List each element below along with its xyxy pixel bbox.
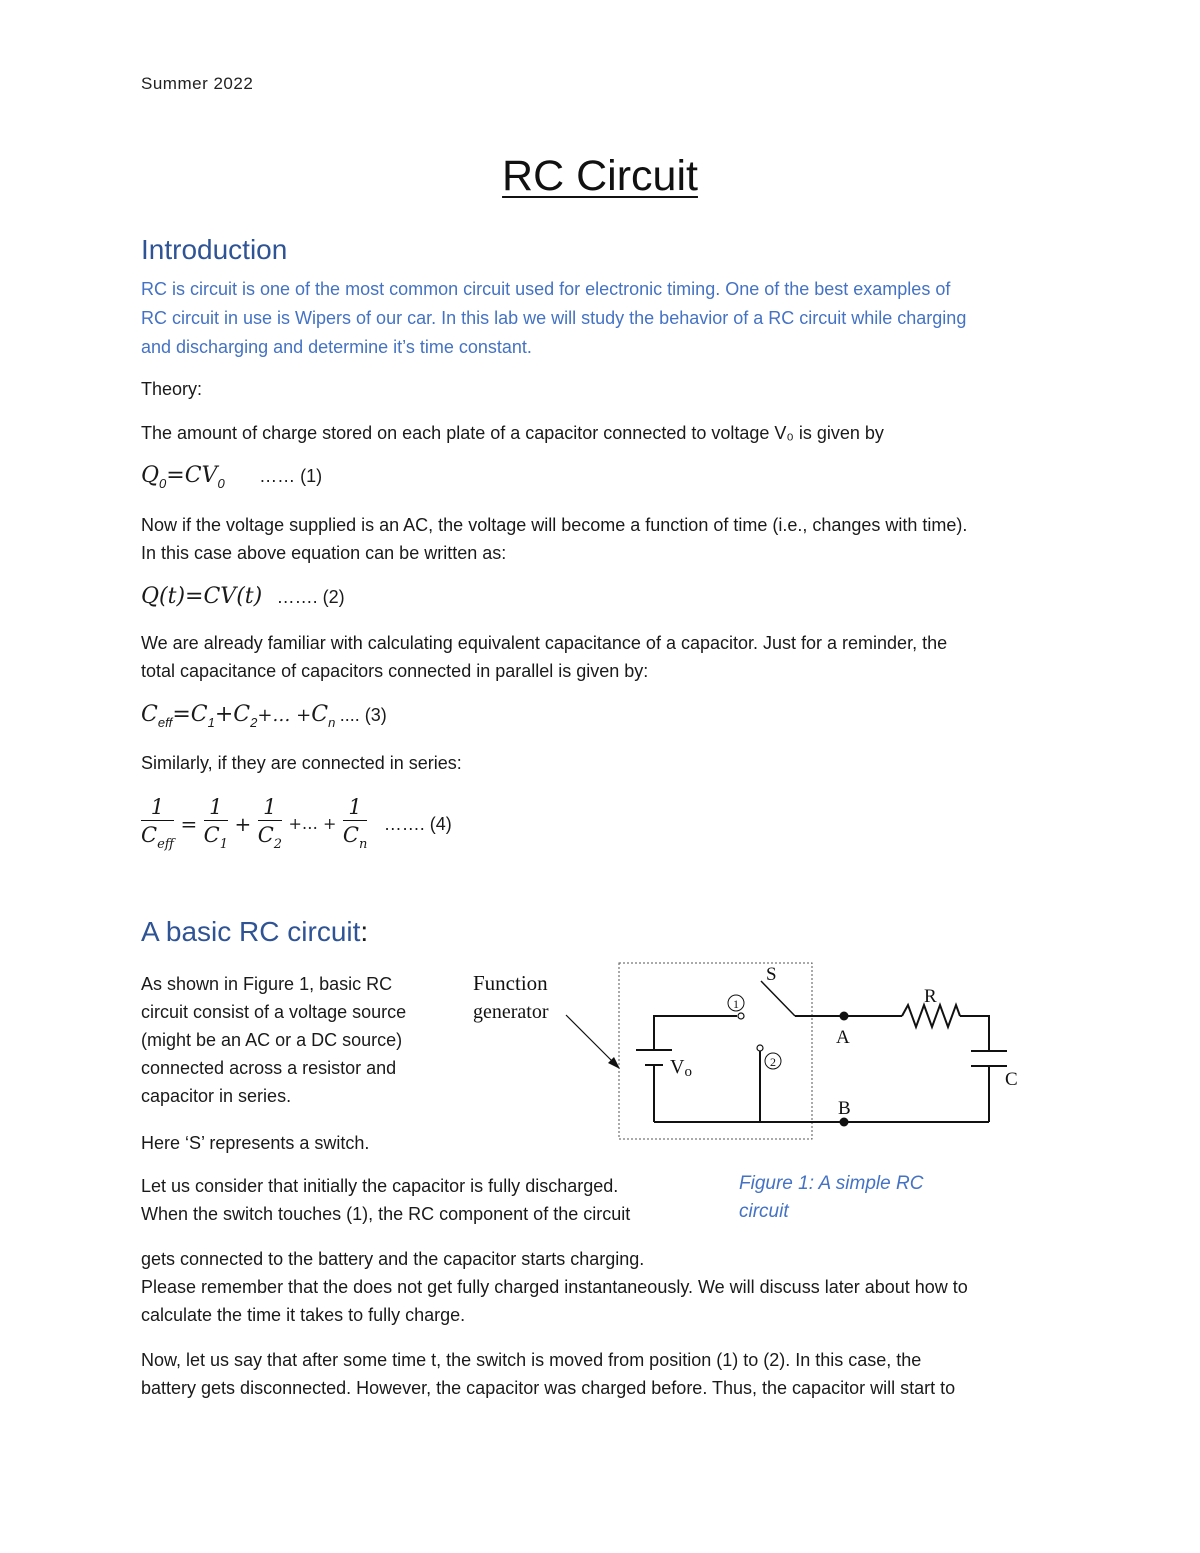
eq4-frac2-c: C bbox=[257, 823, 274, 847]
switch-note: Here ‘S’ represents a switch. bbox=[141, 1133, 370, 1153]
eq4-equals: = bbox=[180, 811, 198, 836]
theory-paragraph-2b: In this case above equation can be written as: bbox=[141, 543, 507, 563]
introduction-line: RC is circuit is one of the most common circuit used for electronic timing. One of the best examples of bbox=[141, 279, 951, 299]
paragraph-charge-1: Let us consider that initially the capacitor is fully discharged. bbox=[141, 1176, 619, 1196]
theory-paragraph-3b: total capacitance of capacitors connected in parallel is given by: bbox=[141, 661, 649, 681]
side-line: As shown in Figure 1, basic RC bbox=[141, 974, 393, 994]
eq1-tag: …… (1) bbox=[259, 466, 323, 486]
node-a bbox=[840, 1012, 849, 1021]
introduction-heading: Introduction bbox=[141, 234, 288, 265]
equation-3 bbox=[141, 701, 387, 730]
voltage-subscript: o bbox=[684, 1064, 692, 1080]
introduction-line: RC circuit in use is Wipers of our car. In this lab we will study the behavior of a RC circuit while charging bbox=[141, 308, 967, 328]
eq3-eff-sub: eff bbox=[157, 715, 173, 730]
eq4-frac-lhs bbox=[141, 795, 174, 852]
eq3-ceff: C bbox=[141, 702, 158, 727]
eq3-dots: +… + bbox=[257, 705, 312, 726]
node-a-label: A bbox=[836, 1027, 850, 1048]
basic-rc-side-text bbox=[141, 970, 406, 1110]
function-label: Function bbox=[473, 971, 548, 995]
introduction-paragraph bbox=[141, 275, 966, 362]
voltage-symbol: V bbox=[670, 1056, 685, 1078]
eq1-lhs: Q bbox=[141, 463, 160, 488]
equation-2 bbox=[141, 583, 345, 611]
eq4-frac1-sub: 1 bbox=[219, 837, 229, 852]
switch-contact-2 bbox=[757, 1045, 763, 1051]
eq4-frac2-sub: 2 bbox=[273, 837, 283, 852]
switch-blade bbox=[761, 981, 795, 1016]
switch-contact-1 bbox=[738, 1013, 744, 1019]
theory-label: Theory: bbox=[141, 379, 203, 399]
side-line: circuit consist of a voltage source bbox=[141, 1002, 407, 1022]
switch-label: S bbox=[766, 964, 777, 985]
eq4-lhs-den bbox=[141, 821, 174, 852]
eq1-equals: = bbox=[166, 463, 185, 488]
resistor bbox=[902, 1005, 960, 1027]
header-term: Summer 2022 bbox=[141, 74, 254, 93]
eq4-lhs-sub: eff bbox=[157, 837, 174, 852]
side-line: (might be an AC or a DC source) bbox=[141, 1030, 403, 1050]
generator-label: generator bbox=[473, 1001, 549, 1023]
eq3-c2-sub: 2 bbox=[250, 715, 258, 730]
eq2-tag: ……. (2) bbox=[276, 587, 345, 607]
eq1-lhs-sub: 0 bbox=[159, 476, 167, 491]
page-title: RC Circuit bbox=[502, 152, 698, 200]
eq4-fracn-c: C bbox=[342, 823, 359, 847]
eq4-frac1-c: C bbox=[203, 823, 220, 847]
eq4-frac2-num: 1 bbox=[258, 795, 282, 821]
eq4-tag: ……. (4) bbox=[383, 813, 452, 834]
basic-rc-heading bbox=[141, 916, 368, 948]
paragraph-discharge-2: battery gets disconnected. However, the capacitor was charged before. Thus, the capacitor will start to bbox=[141, 1378, 956, 1398]
eq4-frac1-den bbox=[204, 821, 228, 852]
basic-rc-heading-colon: : bbox=[360, 916, 369, 947]
position-2-label: 2 bbox=[770, 1055, 776, 1069]
figure-caption-line-1: Figure 1: A simple RC bbox=[739, 1173, 924, 1194]
paragraph-charge-4: Please remember that the does not get fully charged instantaneously. We will discuss later about how to bbox=[141, 1277, 968, 1297]
eq4-frac2-den bbox=[258, 821, 282, 852]
eq4-frac-1 bbox=[204, 795, 228, 852]
eq3-cn: C bbox=[311, 702, 329, 727]
eq4-frac-n bbox=[343, 795, 367, 852]
basic-rc-heading-text: A basic RC circuit bbox=[141, 916, 361, 947]
eq3-c2: C bbox=[233, 702, 251, 727]
eq3-c1: C bbox=[190, 702, 208, 727]
eq4-frac1-num: 1 bbox=[204, 795, 228, 821]
eq3-plus: + bbox=[214, 702, 234, 727]
figure-caption bbox=[739, 1170, 923, 1226]
eq4-dots: +… + bbox=[288, 814, 337, 833]
side-line: connected across a resistor and bbox=[141, 1058, 397, 1078]
paragraph-charge-3: gets connected to the battery and the capacitor starts charging. bbox=[141, 1249, 645, 1269]
eq3-equals: = bbox=[172, 702, 191, 727]
figure-caption-line-2: circuit bbox=[739, 1201, 789, 1222]
position-1-label: 1 bbox=[733, 997, 739, 1011]
eq4-lhs-c: C bbox=[141, 823, 158, 847]
eq4-plus: + bbox=[234, 811, 252, 836]
paragraph-charge-5: calculate the time it takes to fully charge. bbox=[141, 1305, 466, 1325]
theory-paragraph-1: The amount of charge stored on each plate of a capacitor connected to voltage V₀ is given by bbox=[141, 423, 884, 443]
eq4-frac-2 bbox=[258, 795, 282, 852]
theory-paragraph-2a: Now if the voltage supplied is an AC, the voltage will become a function of time (i.e., changes with time). bbox=[141, 515, 968, 535]
voltage-label bbox=[670, 1056, 692, 1080]
eq4-fracn-den bbox=[343, 821, 367, 852]
equation-4 bbox=[141, 795, 452, 852]
eq1-rhs-sub: 0 bbox=[217, 476, 225, 491]
rc-circuit-figure bbox=[460, 955, 1020, 1150]
eq2-expr: Q(t)=CV(t) bbox=[141, 584, 263, 609]
equation-1 bbox=[141, 462, 322, 491]
wire-right-top bbox=[960, 1016, 989, 1051]
paragraph-charge-2: When the switch touches (1), the RC component of the circuit bbox=[141, 1204, 631, 1224]
paragraph-discharge-1: Now, let us say that after some time t, the switch is moved from position (1) to (2). In this case, the bbox=[141, 1350, 922, 1370]
node-b-label: B bbox=[838, 1098, 851, 1119]
introduction-line: and discharging and determine it’s time constant. bbox=[141, 337, 532, 357]
eq3-c1-sub: 1 bbox=[207, 715, 215, 730]
theory-paragraph-3a: We are already familiar with calculating equivalent capacitance of a capacitor. Just for a reminder, the bbox=[141, 633, 948, 653]
theory-paragraph-4: Similarly, if they are connected in series: bbox=[141, 753, 462, 773]
wire-source-top bbox=[654, 1016, 737, 1050]
side-line: capacitor in series. bbox=[141, 1086, 292, 1106]
eq1-rhs: CV bbox=[184, 463, 218, 488]
pointer-line bbox=[566, 1015, 616, 1065]
eq4-fracn-num: 1 bbox=[343, 795, 367, 821]
eq4-fracn-sub: n bbox=[358, 837, 368, 852]
capacitor-label: C bbox=[1005, 1069, 1018, 1090]
eq3-cn-sub: n bbox=[328, 715, 336, 730]
eq3-tag: .... (3) bbox=[339, 705, 387, 725]
resistor-label: R bbox=[924, 986, 937, 1007]
eq4-lhs-num: 1 bbox=[141, 795, 174, 821]
